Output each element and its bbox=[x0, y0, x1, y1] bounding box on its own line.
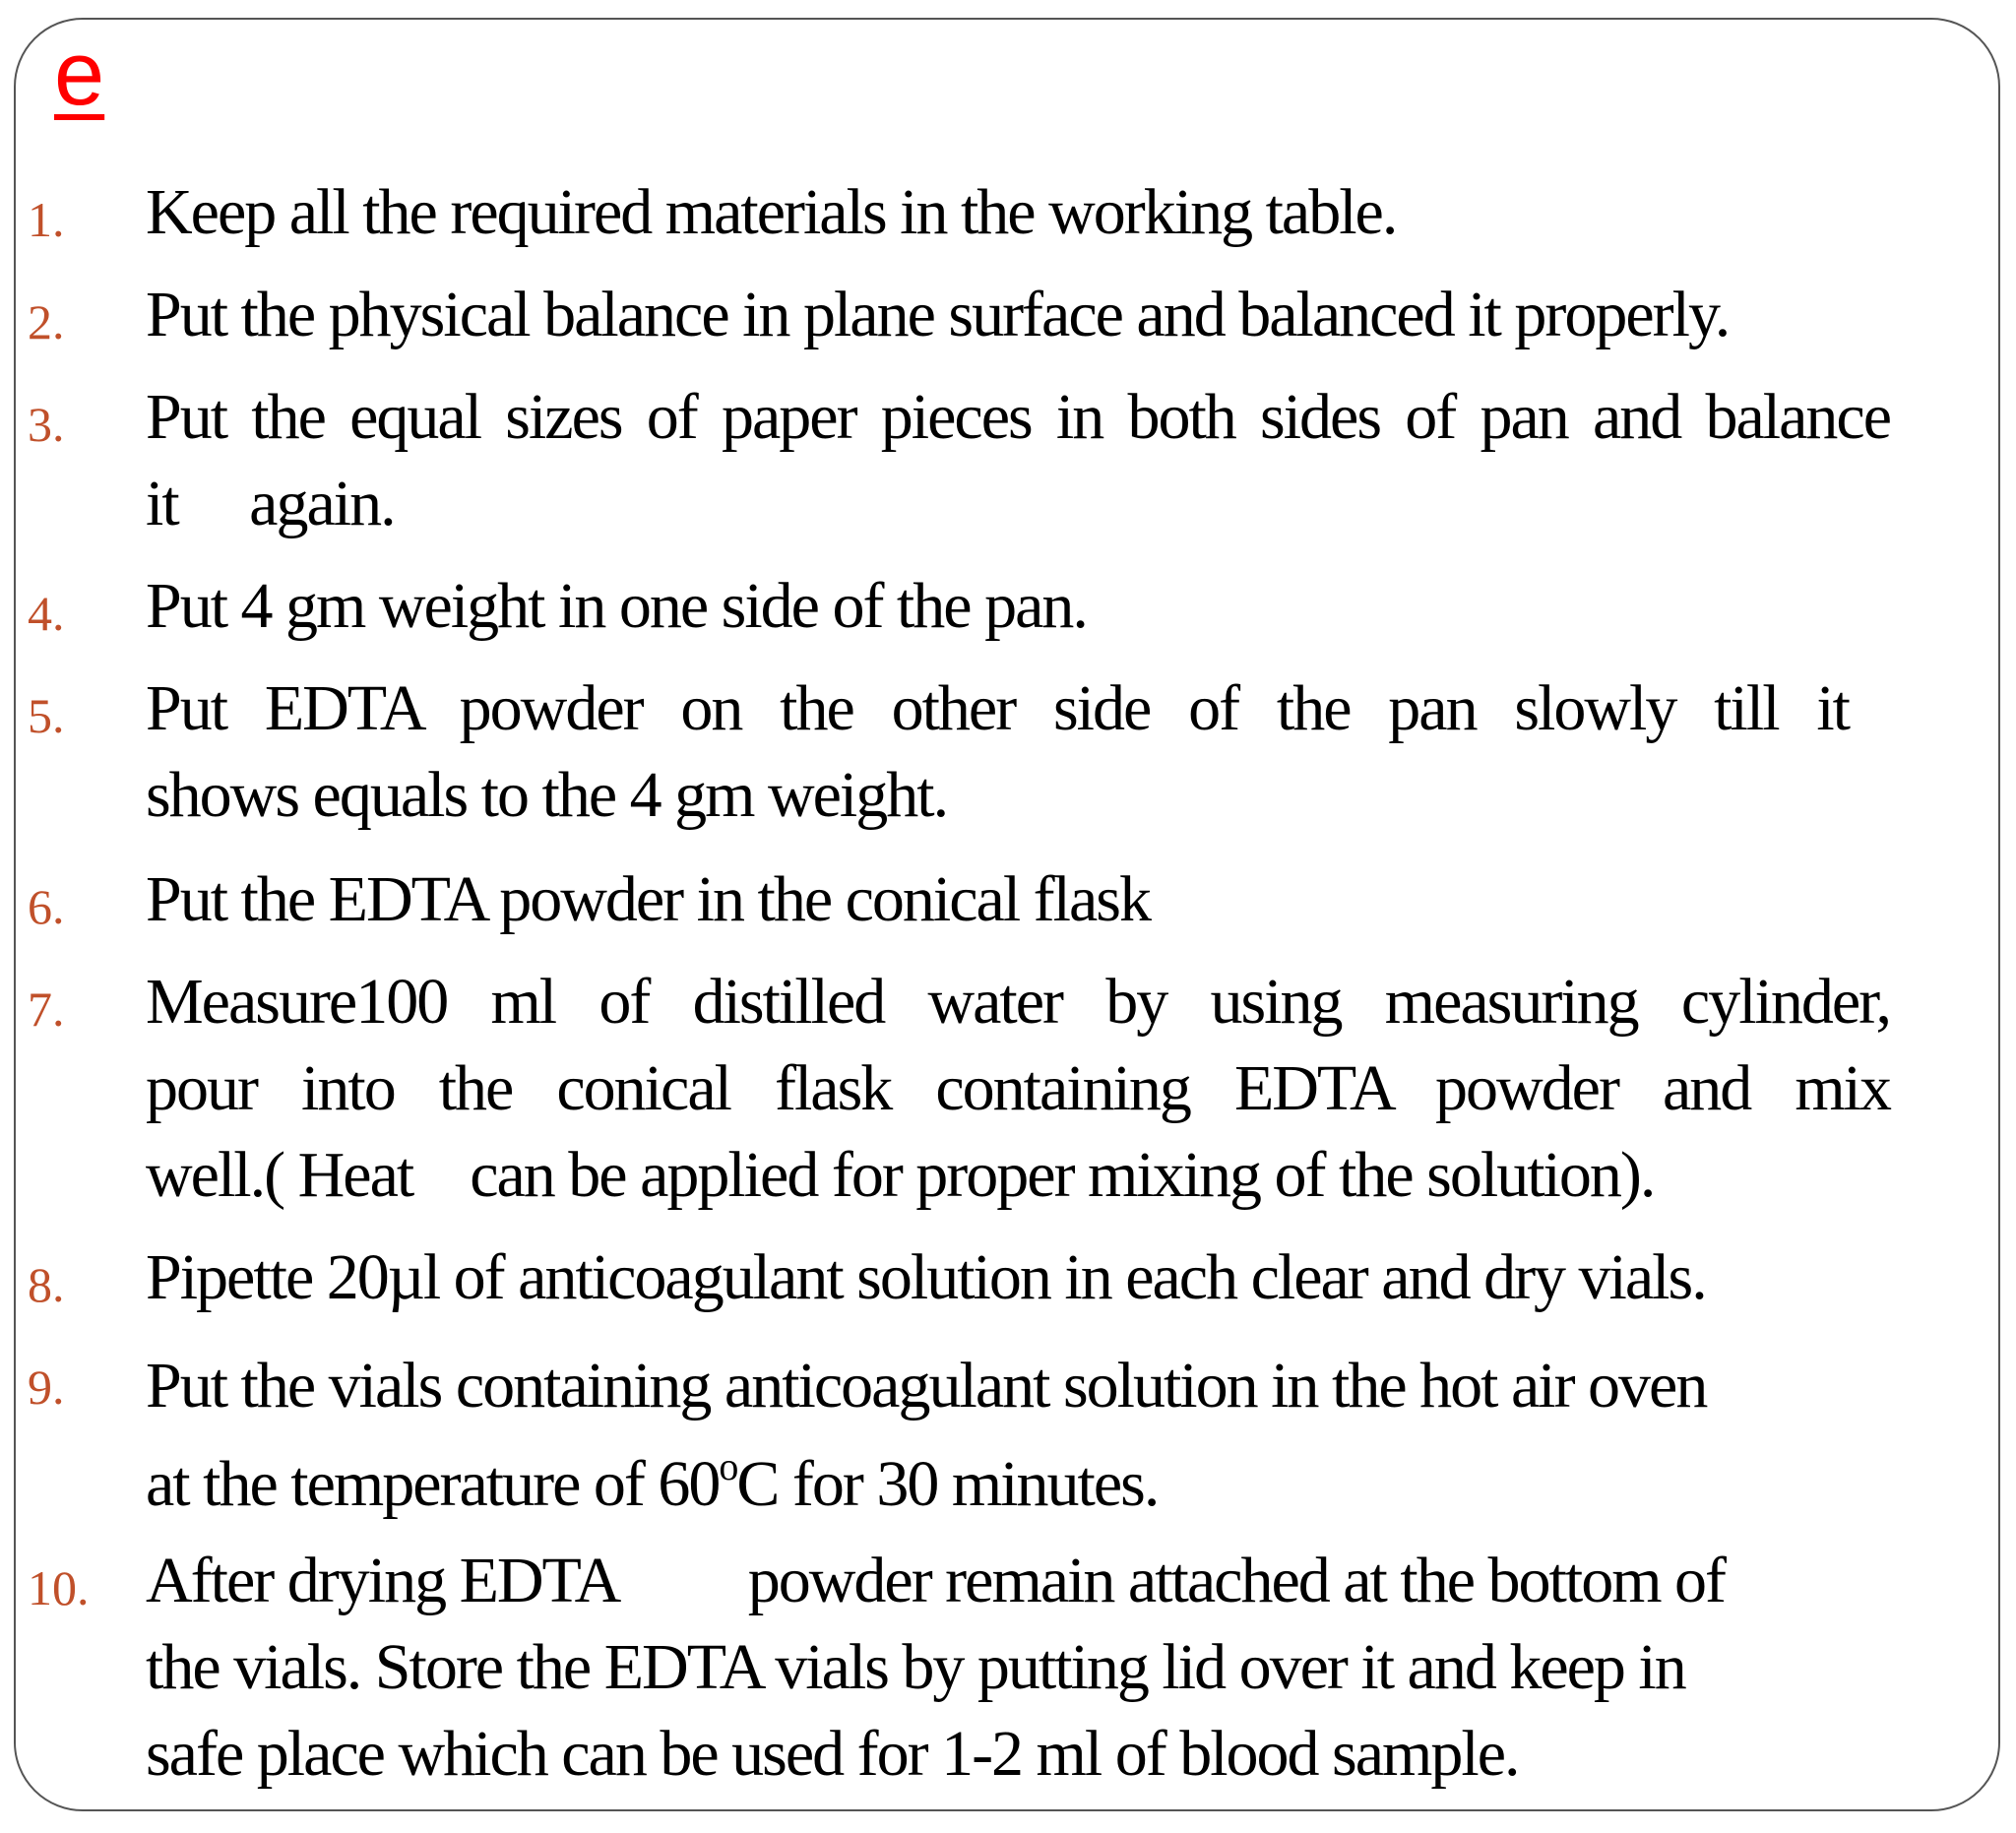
step-text bbox=[146, 272, 1890, 358]
step-line: safe place which can be used for 1-2 ml of blood sample. bbox=[146, 1718, 1519, 1790]
section-heading: e bbox=[54, 24, 105, 124]
step-number: 3. bbox=[28, 397, 65, 452]
step-text bbox=[146, 374, 1890, 547]
step-line: Keep all the required materials in the working table. bbox=[146, 176, 1397, 248]
step-number: 10. bbox=[28, 1560, 90, 1615]
step-line: pour into the conical flask containing EDTA powder and mix bbox=[146, 1052, 1890, 1124]
degree-symbol: o bbox=[719, 1444, 737, 1488]
step-number: 2. bbox=[28, 294, 65, 349]
step-line-text: at the temperature of 60 bbox=[146, 1448, 720, 1520]
step-number: 4. bbox=[28, 586, 65, 641]
step-text bbox=[146, 1538, 1888, 1798]
step-text bbox=[146, 563, 1890, 650]
step-line: Pipette 20µl of anticoagulant solution in each clear and dry vials. bbox=[146, 1241, 1706, 1313]
step-line: Put the physical balance in plane surface and balanced it properly. bbox=[146, 279, 1730, 350]
step-text bbox=[146, 959, 1890, 1219]
step-text bbox=[146, 856, 1890, 943]
step-line: Put 4 gm weight in one side of the pan. bbox=[146, 570, 1087, 642]
step-line: the vials. Store the EDTA vials by putting lid over it and keep in bbox=[146, 1631, 1685, 1703]
step-line: Put the vials containing anticoagulant solution in the hot air oven bbox=[146, 1350, 1707, 1422]
step-text bbox=[146, 169, 1890, 256]
step-line: Put the equal sizes of paper pieces in both sides of pan and balance bbox=[146, 381, 1890, 453]
step-number: 8. bbox=[28, 1257, 65, 1312]
step-line-text: C for 30 minutes. bbox=[736, 1448, 1159, 1520]
step-line: shows equals to the 4 gm weight. bbox=[146, 759, 948, 831]
step-number: 7. bbox=[28, 981, 65, 1037]
step-text bbox=[146, 1234, 1890, 1321]
step-line: Measure100 ml of distilled water by using measuring cylinder, bbox=[146, 966, 1890, 1038]
step-number: 9. bbox=[28, 1359, 65, 1415]
step-number: 1. bbox=[28, 192, 65, 247]
step-number: 5. bbox=[28, 688, 65, 743]
step-text bbox=[146, 1337, 1890, 1534]
step-line: Put the EDTA powder in the conical flask bbox=[146, 863, 1150, 935]
step-line: well.( Heat can be applied for proper mixing of the solution). bbox=[146, 1139, 1655, 1211]
step-line: After drying EDTA powder remain attached at the bottom of bbox=[146, 1545, 1726, 1616]
step-line: Put EDTA powder on the other side of the pan slowly till it bbox=[146, 672, 1849, 744]
step-text bbox=[146, 665, 1849, 839]
step-number: 6. bbox=[28, 879, 65, 934]
step-line: it again. bbox=[146, 468, 395, 539]
step-line bbox=[146, 1435, 1890, 1534]
